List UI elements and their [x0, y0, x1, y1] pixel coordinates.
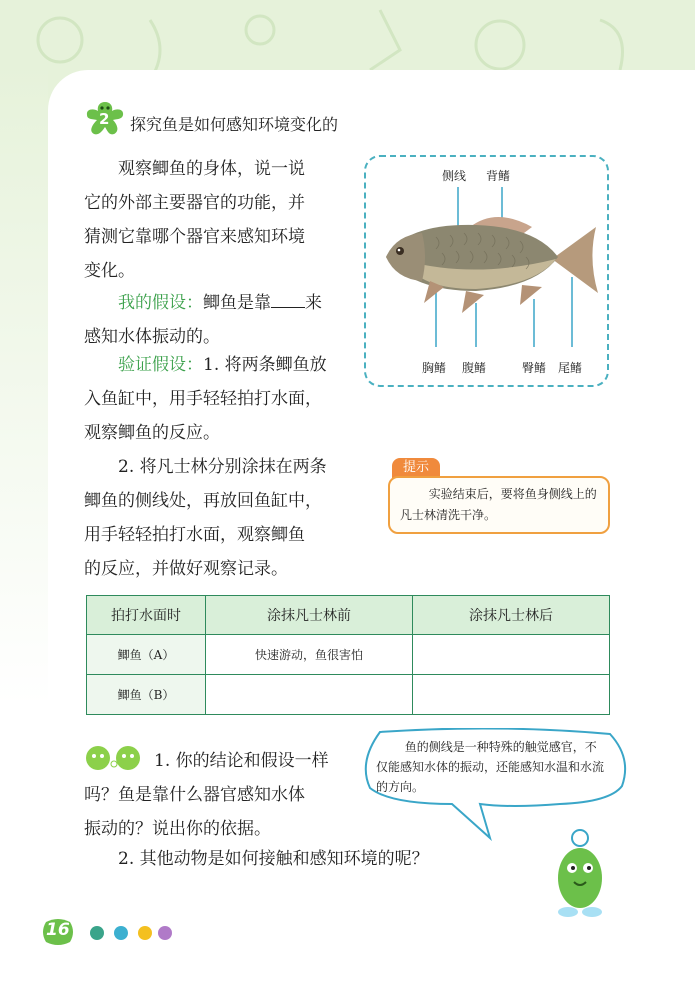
intro-line: 它的外部主要器官的功能，并	[84, 193, 305, 213]
label-dorsal-fin: 背鳍	[486, 169, 511, 183]
hypothesis-line: 感知水体振动的。	[84, 327, 220, 347]
intro-line: 猜测它靠哪个器官来感知环境	[84, 227, 305, 247]
observation-table	[86, 595, 610, 715]
hypothesis-paragraph	[84, 286, 356, 354]
hypothesis-text-after: 来	[305, 293, 322, 313]
label-tail-fin: 尾鳍	[558, 361, 583, 375]
label-pectoral-fin: 胸鳍	[422, 361, 447, 375]
page-number: 16	[46, 920, 70, 940]
hypothesis-blank[interactable]	[271, 289, 305, 308]
label-anal-fin: 臀鳍	[522, 361, 547, 375]
hypothesis-label: 我的假设：	[118, 293, 203, 313]
intro-line: 变化。	[84, 261, 135, 281]
verify-line: 的反应，并做好观察记录。	[84, 559, 288, 579]
question-1	[84, 744, 346, 846]
intro-line: 观察鲫鱼的身体，说一说	[118, 159, 305, 179]
table-cell[interactable]: 快速游动，鱼很害怕	[206, 635, 413, 675]
table-header: 涂抹凡士林前	[206, 596, 413, 635]
left-decoration-band	[0, 60, 48, 983]
table-cell[interactable]	[206, 675, 413, 715]
verify-line: 用手轻轻拍打水面，观察鲫鱼	[84, 525, 305, 545]
section-title: 探究鱼是如何感知环境变化的	[130, 115, 339, 134]
verify-step2: 2. 将凡士林分别涂抹在两条	[118, 457, 327, 477]
green-mascot-icon	[540, 820, 620, 920]
carp-illustration	[366, 157, 607, 385]
table-cell: 鲫鱼（B）	[87, 675, 206, 715]
hypothesis-text: 鲫鱼是靠	[203, 293, 271, 313]
decor-dot	[138, 926, 152, 940]
table-header-row	[87, 596, 610, 635]
table-header: 涂抹凡士林后	[413, 596, 610, 635]
table-cell[interactable]	[413, 675, 610, 715]
table-cell[interactable]	[413, 635, 610, 675]
verify-label: 验证假设：	[118, 355, 203, 375]
decor-dot	[158, 926, 172, 940]
verify-line: 鲫鱼的侧线处，再放回鱼缸中，	[84, 491, 322, 511]
table-header: 拍打水面时	[87, 596, 206, 635]
question-line: 振动的？说出你的依据。	[84, 819, 271, 839]
decor-dot	[114, 926, 128, 940]
table-row	[87, 635, 610, 675]
decor-dot	[90, 926, 104, 940]
label-pelvic-fin: 腹鳍	[462, 361, 487, 375]
question-line: 吗？鱼是靠什么器官感知水体	[84, 785, 305, 805]
question-2: 2. 其他动物是如何接触和感知环境的呢？	[118, 849, 429, 869]
verify-step1: 1. 将两条鲫鱼放	[203, 355, 327, 375]
question-line: 1. 你的结论和假设一样	[154, 751, 329, 771]
label-lateral-line: 侧线	[442, 169, 467, 183]
verify-line: 入鱼缸中，用手轻轻拍打水面，	[84, 389, 322, 409]
intro-paragraph	[84, 152, 356, 288]
section-number: 2	[99, 110, 110, 128]
table-cell: 鲫鱼（A）	[87, 635, 206, 675]
hint-text: 实验结束后，要将鱼身侧线上的凡士林清洗干净。	[400, 487, 597, 522]
bubble-text: 鱼的侧线是一种特殊的触觉感官，不仅能感知水体的振动，还能感知水温和水流的方向。	[376, 740, 605, 794]
table-row	[87, 675, 610, 715]
hint-box	[388, 476, 610, 534]
fish-figure	[364, 155, 609, 387]
verify-paragraph	[84, 348, 356, 586]
verify-line: 观察鲫鱼的反应。	[84, 423, 220, 443]
hint-tab: 提示	[392, 458, 440, 478]
